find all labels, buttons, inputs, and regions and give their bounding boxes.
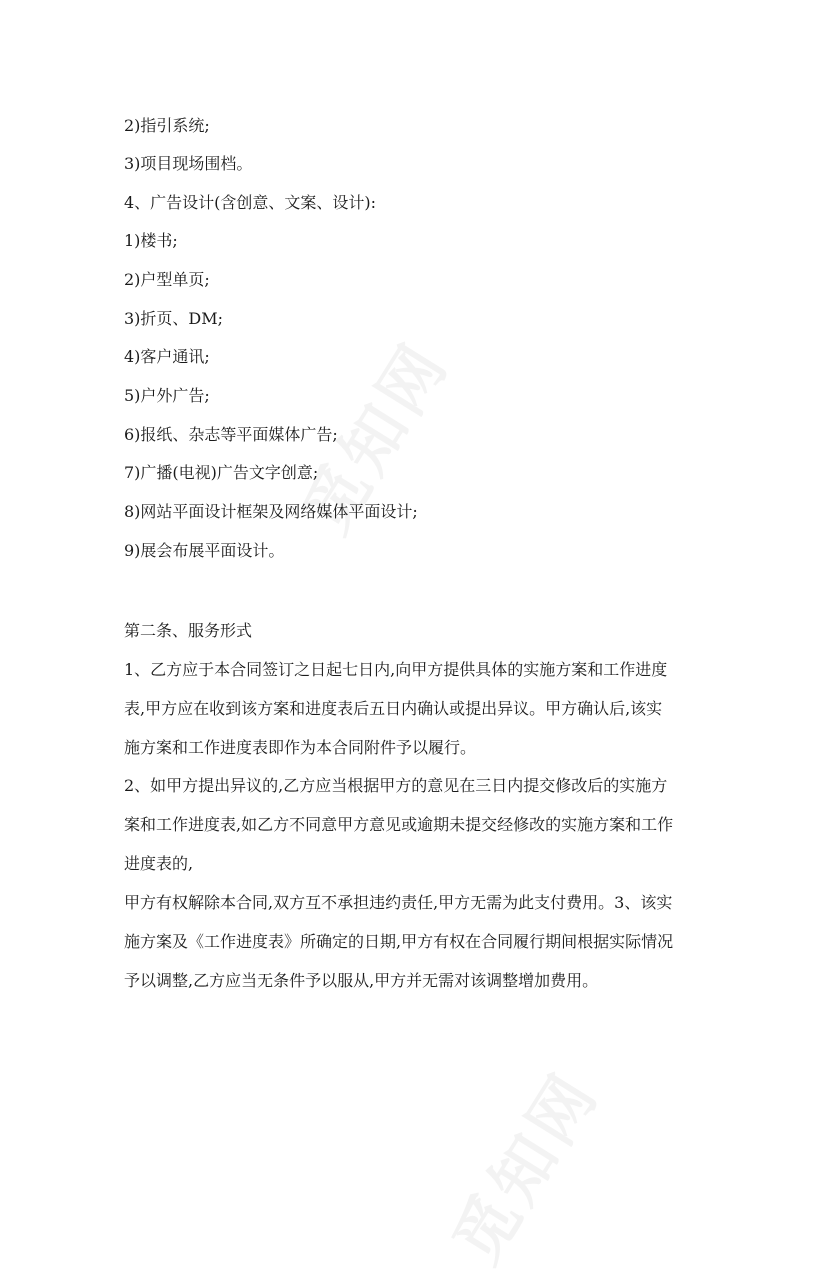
list-item: 5)户外广告; xyxy=(124,386,210,405)
section-heading: 第二条、服务形式 xyxy=(124,621,253,640)
list-item: 8)网站平面设计框架及网络媒体平面设计; xyxy=(124,502,418,521)
paragraph-line: 2、如甲方提出异议的,乙方应当根据甲方的意见在三日内提交修改后的实施方 xyxy=(124,776,668,795)
paragraph-line: 施方案及《工作进度表》所确定的日期,甲方有权在合同履行期间根据实际情况 xyxy=(124,932,674,951)
list-item: 4、广告设计(含创意、文案、设计): xyxy=(124,193,377,212)
list-item: 7)广播(电视)广告文字创意; xyxy=(124,463,319,482)
list-item: 1)楼书; xyxy=(124,231,178,250)
paragraph-line: 表,甲方应在收到该方案和进度表后五日内确认或提出异议。甲方确认后,该实 xyxy=(124,699,663,718)
paragraph-line: 进度表的, xyxy=(124,854,194,873)
list-item: 4)客户通讯; xyxy=(124,347,210,366)
paragraph-line: 1、乙方应于本合同签订之日起七日内,向甲方提供具体的实施方案和工作进度 xyxy=(124,660,668,679)
paragraph-line: 予以调整,乙方应当无条件予以服从,甲方并无需对该调整增加费用。 xyxy=(124,971,599,990)
list-item: 2)户型单页; xyxy=(124,270,210,289)
list-item: 3)项目现场围档。 xyxy=(124,154,253,173)
watermark xyxy=(427,1009,633,1272)
list-item: 2)指引系统; xyxy=(124,116,210,135)
paragraph-line: 施方案和工作进度表即作为本合同附件予以履行。 xyxy=(124,738,477,757)
paragraph-line: 案和工作进度表,如乙方不同意甲方意见或逾期未提交经修改的实施方案和工作 xyxy=(124,815,674,834)
list-item: 3)折页、DM; xyxy=(124,309,224,328)
list-item: 6)报纸、杂志等平面媒体广告; xyxy=(124,425,338,444)
paragraph-line: 甲方有权解除本合同,双方互不承担违约责任,甲方无需为此支付费用。3、该实 xyxy=(124,893,673,912)
list-item: 9)展会布展平面设计。 xyxy=(124,541,285,560)
